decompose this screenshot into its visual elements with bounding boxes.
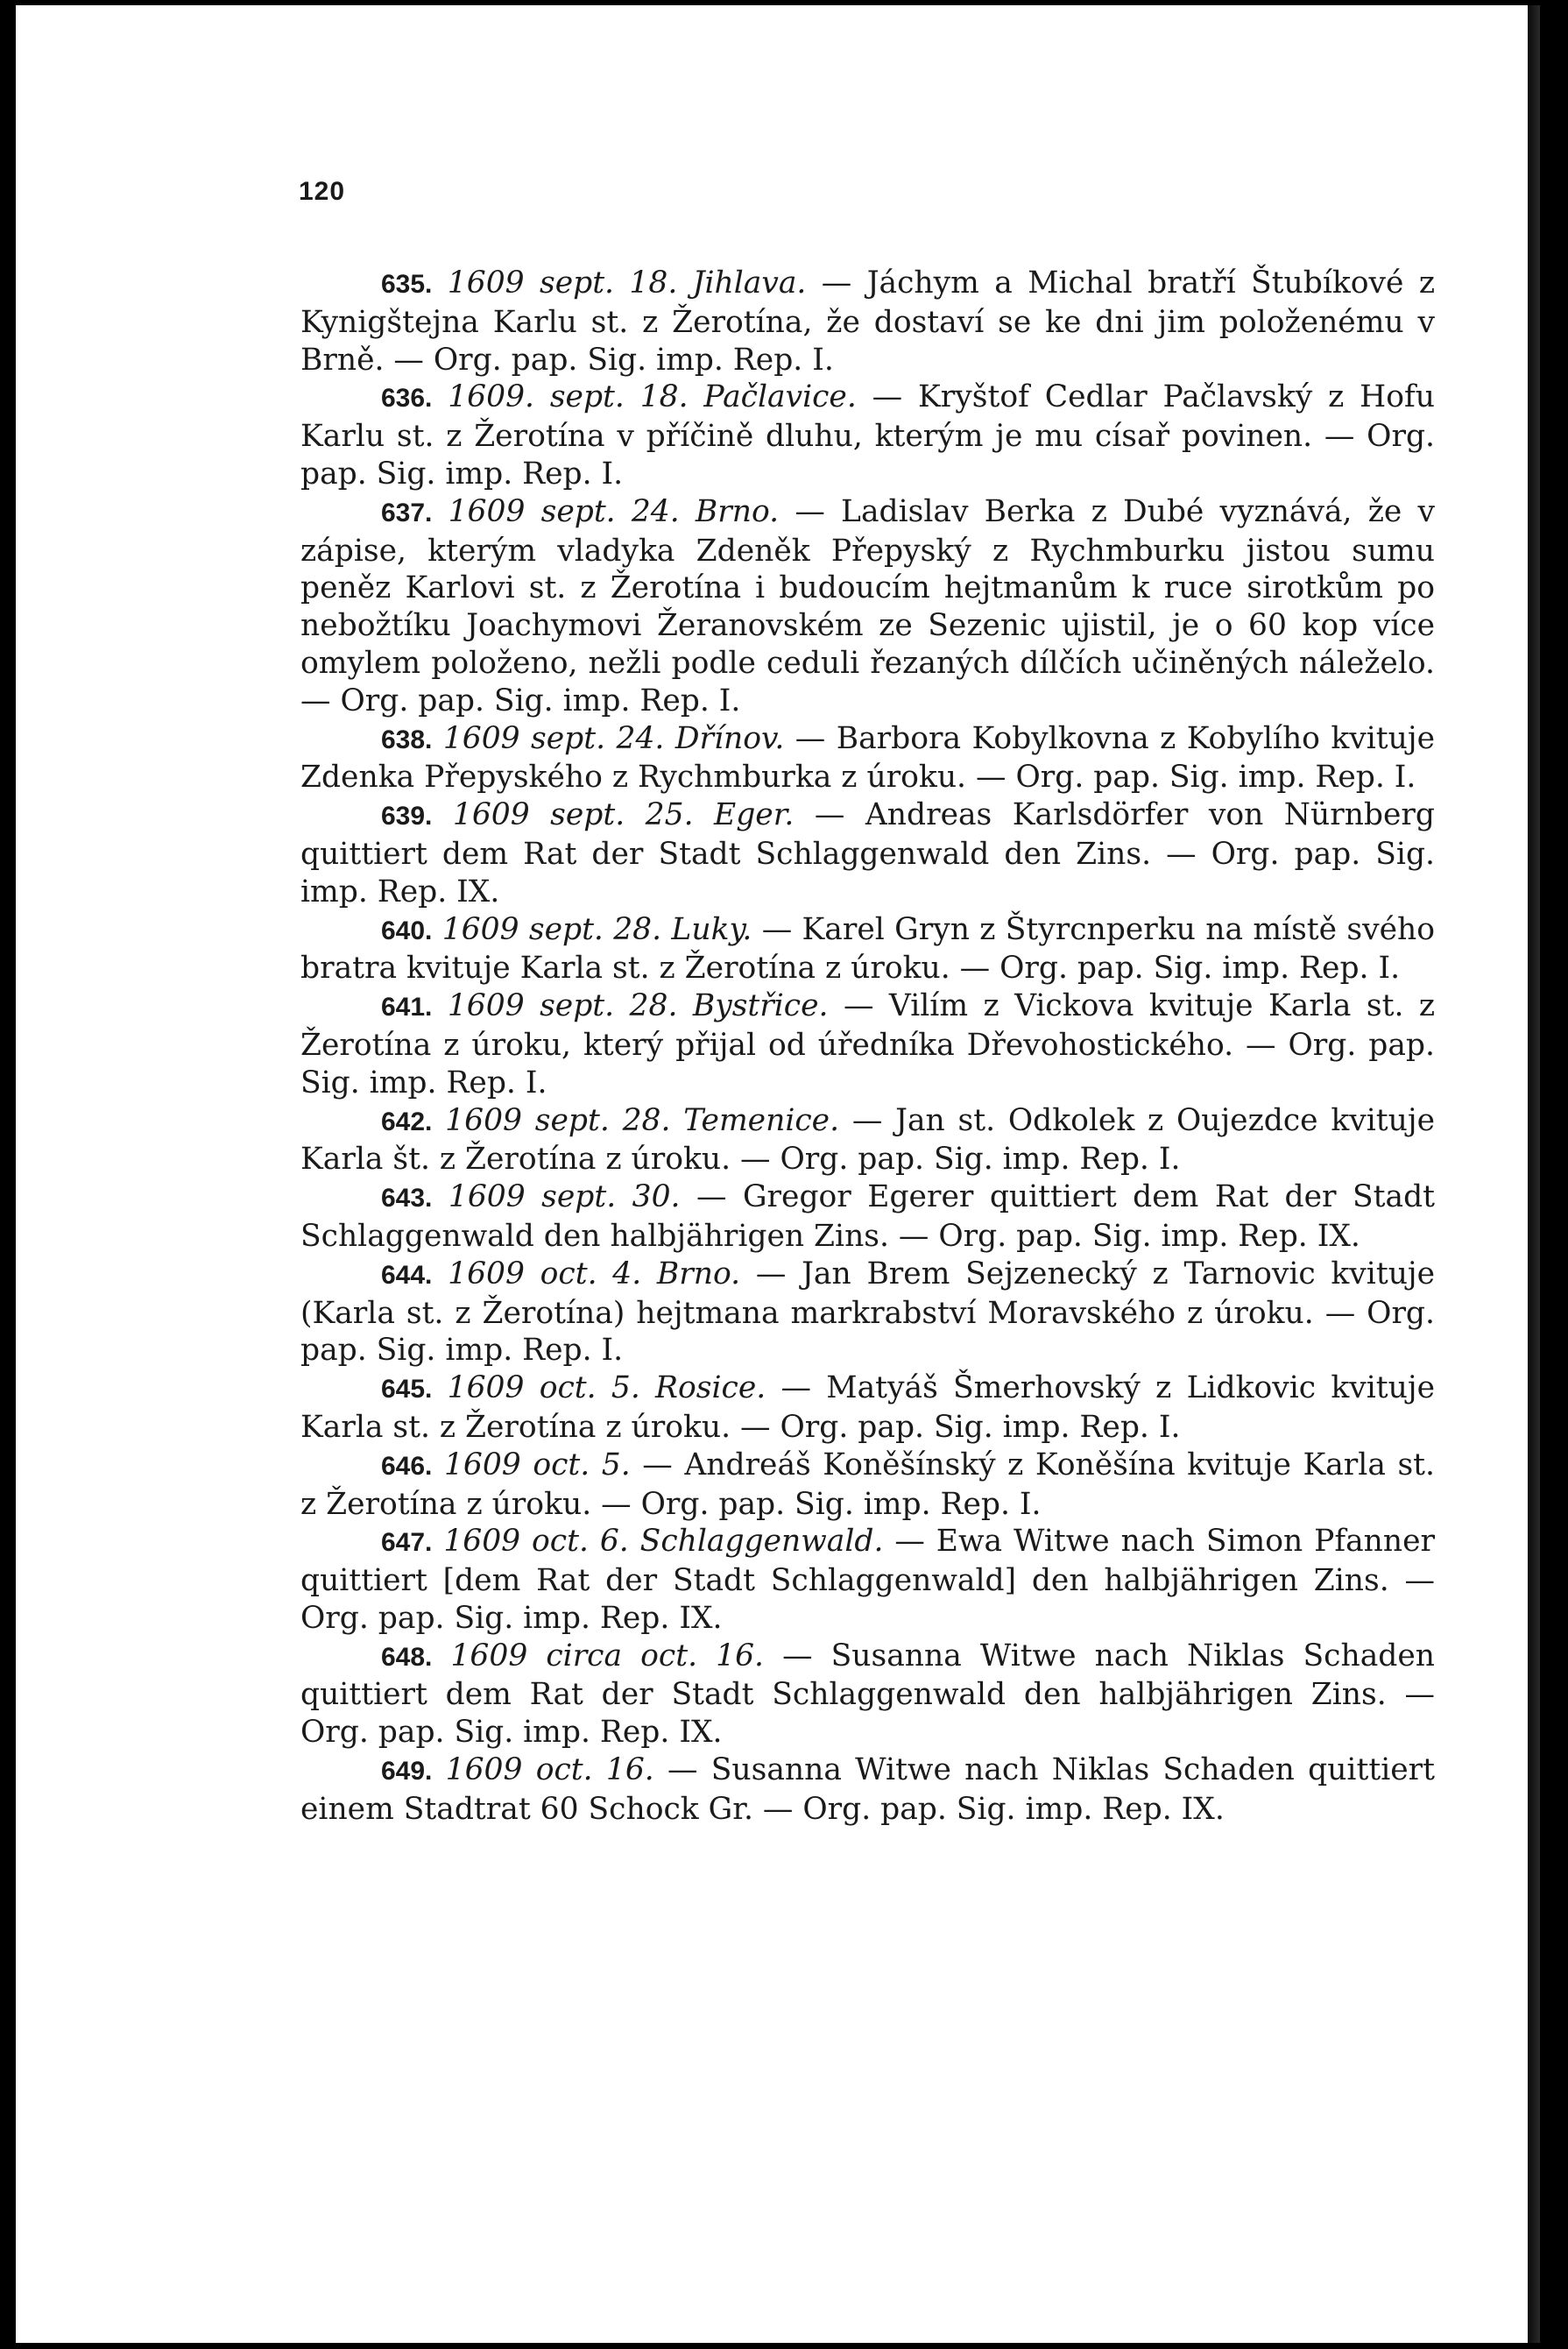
entry-date: 1609 oct. 16. (445, 1752, 654, 1788)
entry-number: 647. (381, 1528, 433, 1558)
entry-date: 1609 oct. 5. (443, 1447, 631, 1482)
entry-number: 638. (381, 725, 433, 754)
page-edge-shadow (1528, 5, 1540, 2343)
entry-date: 1609 sept. 18. Jihlava. (447, 265, 807, 301)
entry-637 (300, 493, 1435, 720)
entry-635 (300, 265, 1435, 379)
entry-642 (300, 1102, 1435, 1179)
entry-641 (300, 987, 1435, 1101)
entry-text: — Kryštof Cedlar Pačlavský z Hofu Karlu st. z Žerotína v příčině dluhu, kterým je mu císař povinen. — Org. pap. Sig. imp. Rep. I. (300, 379, 1435, 492)
entry-text: — Susanna Witwe nach Niklas Schaden quittiert einem Stadtrat 60 Schock Gr. — Org. pap. Sig. imp. Rep. IX. (300, 1752, 1436, 1827)
entry-text: — Karel Gryn z Štyrcnperku na místě svého bratra kvituje Karla st. z Žerotína z úroku. — Org. pap. Sig. imp. Rep. I. (300, 911, 1436, 987)
entry-text: — Susanna Witwe nach Niklas Schaden quittiert dem Rat der Stadt Schlaggenwald den halbjährigen Zins. — Org. pap. Sig. imp. Rep. IX. (300, 1638, 1436, 1751)
entry-date: 1609 sept. 28. Bystřice. (447, 988, 829, 1024)
entry-text: — Vilím z Vickova kvituje Karla st. z Žerotína z úroku, který přijal od úředníka Dřevohostického. — Org. pap. Sig. imp. Rep. I. (300, 988, 1436, 1100)
entry-date: 1609 sept. 28. Luky. (441, 911, 752, 947)
entry-text: — Jan st. Odkolek z Oujezdce kvituje Karla št. z Žerotína z úroku. — Org. pap. Sig. imp. Rep. I. (300, 1102, 1435, 1178)
entry-date: 1609. sept. 18. Pačlavice. (448, 379, 857, 415)
entry-644 (300, 1256, 1435, 1369)
entry-number: 636. (381, 384, 433, 414)
entry-639 (300, 796, 1435, 910)
entry-645 (300, 1369, 1435, 1447)
entry-636 (300, 379, 1435, 492)
entry-list (300, 265, 1435, 1829)
entry-646 (300, 1447, 1435, 1524)
entry-number: 641. (381, 993, 433, 1022)
entry-number: 644. (381, 1260, 433, 1290)
entry-number: 648. (381, 1642, 433, 1672)
entry-number: 646. (381, 1451, 433, 1481)
entry-648 (300, 1638, 1435, 1751)
page-number: 120 (299, 177, 346, 206)
entry-638 (300, 720, 1435, 797)
entry-date: 1609 sept. 30. (448, 1179, 681, 1215)
entry-number: 640. (381, 916, 433, 945)
entry-number: 639. (381, 802, 433, 831)
entry-date: 1609 sept. 25. Eger. (452, 797, 795, 833)
entry-date: 1609 sept. 28. Temenice. (445, 1102, 840, 1138)
entry-text: — Andreáš Koněšínský z Koněšína kvituje Karla st. z Žerotína z úroku. — Org. pap. Sig. imp. Rep. I. (300, 1447, 1435, 1522)
document-page (16, 5, 1540, 2343)
entry-text: — Andreas Karlsdörfer von Nürnberg quittiert dem Rat der Stadt Schlaggenwald den Zins. — Org. pap. Sig. imp. Rep. IX. (300, 797, 1435, 909)
entry-text: — Ewa Witwe nach Simon Pfanner quittiert [dem Rat der Stadt Schlaggenwald] den halbjährigen Zins. — Org. pap. Sig. imp. Rep. IX. (300, 1524, 1436, 1636)
entry-date: 1609 oct. 5. Rosice. (447, 1370, 766, 1406)
entry-date: 1609 circa oct. 16. (450, 1638, 765, 1673)
entry-date: 1609 oct. 6. Schlaggenwald. (443, 1524, 884, 1560)
entry-date: 1609 oct. 4. Brno. (448, 1256, 741, 1291)
entry-number: 649. (381, 1757, 433, 1787)
entry-text: — Matyáš Šmerhovský z Lidkovic kvituje Karla st. z Žerotína z úroku. — Org. pap. Sig. imp. Rep. I. (300, 1370, 1436, 1445)
entry-text: — Barbora Kobylkovna z Kobylího kvituje Zdenka Přepyského z Rychmburka z úroku. — Org. pap. Sig. imp. Rep. I. (300, 720, 1436, 796)
entry-number: 642. (381, 1107, 433, 1136)
entry-number: 643. (381, 1184, 433, 1213)
entry-640 (300, 911, 1435, 988)
entry-number: 635. (381, 270, 433, 299)
entry-text: — Ladislav Berka z Dubé vyznává, že v zápise, kterým vladyka Zdeněk Přepyský z Rychmburku jistou sumu peněz Karlovi st. z Žerotína i budoucím hejtmanům k ruce sirotkům po nebožtíku Joachymovi Žeranovském ze Sezenic ujistil, je o 60 kop více omylem položeno, nežli podle ceduli řezaných dílčích učiněných náleželo. — Org. pap. Sig. imp. Rep. I. (300, 493, 1436, 718)
entry-649 (300, 1751, 1435, 1829)
entry-date: 1609 sept. 24. Brno. (448, 493, 780, 529)
entry-643 (300, 1178, 1435, 1256)
entry-text: — Jáchym a Michal bratří Štubíkové z Kynigštejna Karlu st. z Žerotína, že dostaví se ke dni jim položenému v Brně. — Org. pap. Sig. imp. Rep. I. (300, 265, 1436, 378)
entry-date: 1609 sept. 24. Dřínov. (442, 720, 785, 756)
entry-647 (300, 1523, 1435, 1637)
entry-text: — Gregor Egerer quittiert dem Rat der Stadt Schlaggenwald den halbjährigen Zins. — Org. pap. Sig. imp. Rep. IX. (300, 1179, 1436, 1254)
entry-text: — Jan Brem Sejzenecký z Tarnovic kvituje (Karla st. z Žerotína) hejtmana markrabství Moravského z úroku. — Org. pap. Sig. imp. Rep. I. (300, 1256, 1436, 1369)
entry-number: 637. (381, 498, 433, 527)
entry-number: 645. (381, 1375, 433, 1404)
